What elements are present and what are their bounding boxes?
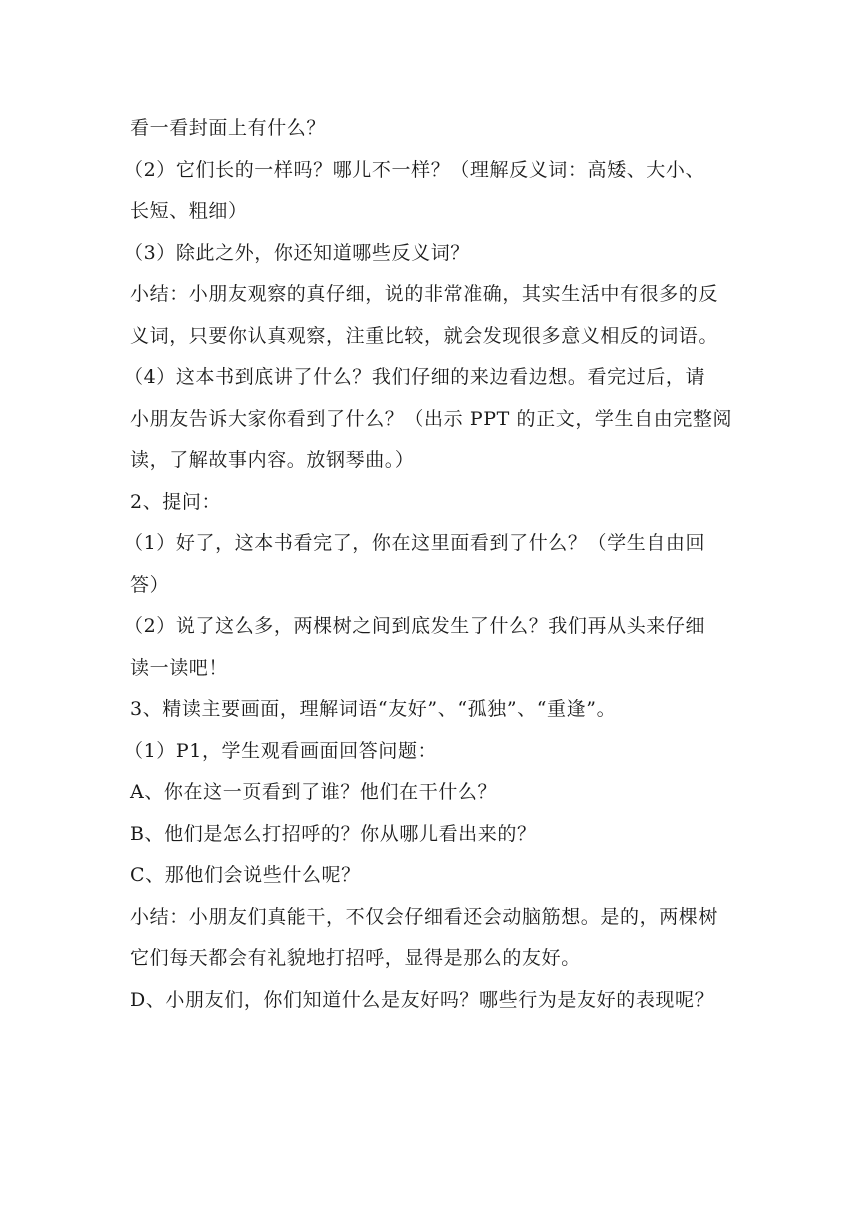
text-line: 小朋友告诉大家你看到了什么？（出示 PPT 的正文，学生自由完整阅 [130, 407, 733, 430]
text-line: 小结：小朋友观察的真仔细，说的非常准确，其实生活中有很多的反 [130, 283, 719, 305]
text-line: C、那他们会说些什么呢？ [130, 864, 361, 886]
text-line: 2、提问： [130, 490, 222, 513]
text-line: （2）它们长的一样吗？哪儿不一样？（理解反义词：高矮、大小、 [124, 158, 706, 181]
text-line: （3）除此之外，你还知道哪些反义词？ [124, 241, 470, 264]
text-line: B、他们是怎么打招呼的？你从哪儿看出来的？ [130, 822, 537, 845]
text-line: 答） [130, 573, 170, 596]
text-line: 它们每天都会有礼貌地打招呼，显得是那么的友好。 [130, 947, 581, 969]
text-line: （2）说了这么多，两棵树之间到底发生了什么？我们再从头来仔细 [124, 615, 706, 637]
body-text [124, 108, 740, 1021]
text-line: （1）好了，这本书看完了，你在这里面看到了什么？（学生自由回 [124, 532, 706, 554]
text-line: 义词，只要你认真观察，注重比较，就会发现很多意义相反的词语。 [130, 324, 719, 347]
text-line: A、你在这一页看到了谁？他们在干什么？ [130, 781, 498, 803]
text-line: （4）这本书到底讲了什么？我们仔细的来边看边想。看完过后，请 [124, 366, 706, 388]
text-line: 读一读吧！ [130, 656, 229, 679]
text-line: （1）P1，学生观看画面回答问题： [124, 739, 438, 762]
text-line: 小结：小朋友们真能干，不仅会仔细看还会动脑筋想。是的，两棵树 [130, 905, 719, 928]
text-line: 看一看封面上有什么？ [130, 117, 327, 139]
text-line: 读，了解故事内容。放钢琴曲。） [130, 449, 415, 471]
text-line: 长短、粗细） [130, 200, 248, 222]
text-line: D、小朋友们，你们知道什么是友好吗？哪些行为是友好的表现呢？ [130, 988, 715, 1011]
text-line: 3、精读主要画面，理解词语“友好”、“孤独”、“重逢”。 [130, 698, 617, 720]
